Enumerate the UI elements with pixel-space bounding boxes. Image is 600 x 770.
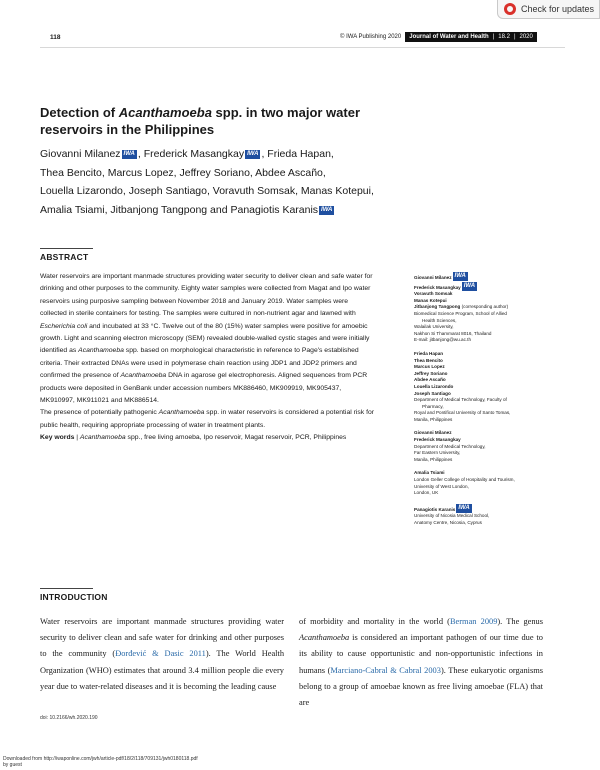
iwa-icon: IWA xyxy=(454,273,466,279)
journal-tag xyxy=(405,32,537,42)
journal-year: 2020 xyxy=(519,34,533,40)
iwa-icon[interactable]: IWA xyxy=(123,151,135,157)
affiliation-block: Frieda Hapan Thea Bencito Marcus Lopez Jeffrey Soriano Abdee Ascaño Louella Lizarondo Joseph Santiago Department of Medical Technology, Faculty of Pharmacy, Royal and Pontifical University of Santo Tomas, Manila, Philippines xyxy=(414,350,511,422)
intro-left-column: Water reservoirs are important manmade structures providing water security to deliver clean and safe water for drinking and other purposes to the community (Đorđević & Dasic 2011). The World Health Organization (WHO) estimates that around 3.4 million people die every year due to water-related diseases and it is becoming the leading cause xyxy=(40,617,285,691)
intro-heading: INTRODUCTION xyxy=(40,592,108,602)
running-header xyxy=(340,31,537,43)
download-footer: Downloaded from http://iwaponline.com/jwh/article-pdf/18/2/118/709131/jwh0180118.pdf by guest xyxy=(3,756,198,768)
affiliation-block: Giovanni Milanez IWA Frederick Masangkay IWA Voravuth Somsak Manas Kotepui Jitbanjong Tangpong (corresponding author) Biomedical Science Program, School of Allied Health Sciences, Walailak University, Nakhon Si Thammarat 8016, Thailand E-mail: jitbanjong@wu.ac.th xyxy=(414,273,509,343)
abstract-heading: ABSTRACT xyxy=(40,252,89,262)
iwa-icon: IWA xyxy=(463,282,476,289)
citation-link[interactable]: Đorđević & Dasic 2011 xyxy=(115,649,206,659)
page-number: 118 xyxy=(50,34,61,41)
journal-name: Journal of Water and Health xyxy=(409,34,489,40)
separator: | xyxy=(513,34,516,40)
check-for-updates-label: Check for updates xyxy=(521,4,595,14)
abstract-rule xyxy=(40,248,93,249)
intro-rule xyxy=(40,588,93,589)
iwa-icon: IWA xyxy=(458,504,470,511)
affiliation-block: Amalia Tsiami London Geller College of Hospitality and Tourism, University of West London, London, UK xyxy=(414,470,515,496)
abstract-body xyxy=(40,271,375,445)
keywords: Key words | Acanthamoeba spp., free living amoeba, Ipo reservoir, Magat reservoir, PCR, Philippines xyxy=(40,434,347,442)
doi: doi: 10.2166/wh.2020.190 xyxy=(40,715,98,721)
affiliation-block: Panagiotis Karanis IWA University of Nicosia Medical School, Anatomy Centre, Nicosia, Cyprus xyxy=(414,504,490,525)
citation-link[interactable]: Berman 2009 xyxy=(449,617,498,626)
author-list: Giovanni Milanez IWA , Frederick Masangkay IWA , Frieda Hapan, Thea Bencito, Marcus Lopez, Jeffrey Soriano, Abdee Ascaño, Louella Lizarondo, Joseph Santiago, Voravuth Somsak, Manas Kotepui, Amalia Tsiami, Jitbanjong Tangpong and Panagiotis Karanis IWA xyxy=(40,148,374,216)
affiliation-block: Giovanni Milanez Frederick Masangkay Department of Medical Technology, Far Eastern University, Manila, Philippines xyxy=(414,430,486,462)
separator: | xyxy=(492,34,495,40)
affiliations xyxy=(414,272,564,534)
header-rule xyxy=(40,47,565,48)
article-title: Detection of Acanthamoeba spp. in two major water reservoirs in the Philippines xyxy=(40,105,361,137)
iwa-icon[interactable]: IWA xyxy=(321,206,333,213)
check-for-updates-icon xyxy=(504,3,516,15)
check-for-updates-badge[interactable] xyxy=(497,0,600,19)
abstract-paragraph: The presence of potentially pathogenic Acanthamoeba spp. in water reservoirs is considered a potential risk for public health, requiring appropriate processing of water in treatment plants. xyxy=(40,409,375,429)
abstract-paragraph: Water reservoirs are important manmade structures providing water security to deliver clean and safe water for drinking and other purposes to the community. Eighty water samples were collected from Magat and Ipo water reservoirs using purposive sampling between November 2018 and January 2019. Water samples were collected in sterile containers for testing. The samples were cultured in non-nutrient agar and lawned with Escherichia coli and incubated at 33 °C. Twelve out of the 80 (15%) water samples were positive for amoebic growth. Light and scanning electron microscopy (SEM) revealed double-walled cystic stages and were initially identified as Acanthamoeba spp. based on morphological characteristic in reference to Page's established criteria. Their extracted DNAs were used in polymerase chain reaction using JDP1 and JDP2 primers and confirmed the presence of Acanthamoeba DNA in agarose gel electrophoresis. Aligned sequences from PCR products were deposited in GenBank under accession numbers MK886460, MK909919, MK905437, MK910997, MK911021 and MK886514. xyxy=(40,273,373,405)
intro-right-column: of morbidity and mortality in the world (Berman 2009). The genus Acanthamoeba is considered an important pathogen of our time due to its ability to cause opportunistic and non-opportunistic infections in humans (Marciano-Cabral & Cabral 2003). These eukaryotic organisms belong to a group of amoebae known as free living amoebae (FLA) that are xyxy=(299,617,544,708)
journal-volume: 18.2 xyxy=(498,34,510,40)
iwa-icon[interactable]: IWA xyxy=(247,151,259,157)
citation-link[interactable]: Marciano-Cabral & Cabral 2003 xyxy=(330,665,441,675)
publisher: © IWA Publishing 2020 xyxy=(340,34,402,40)
